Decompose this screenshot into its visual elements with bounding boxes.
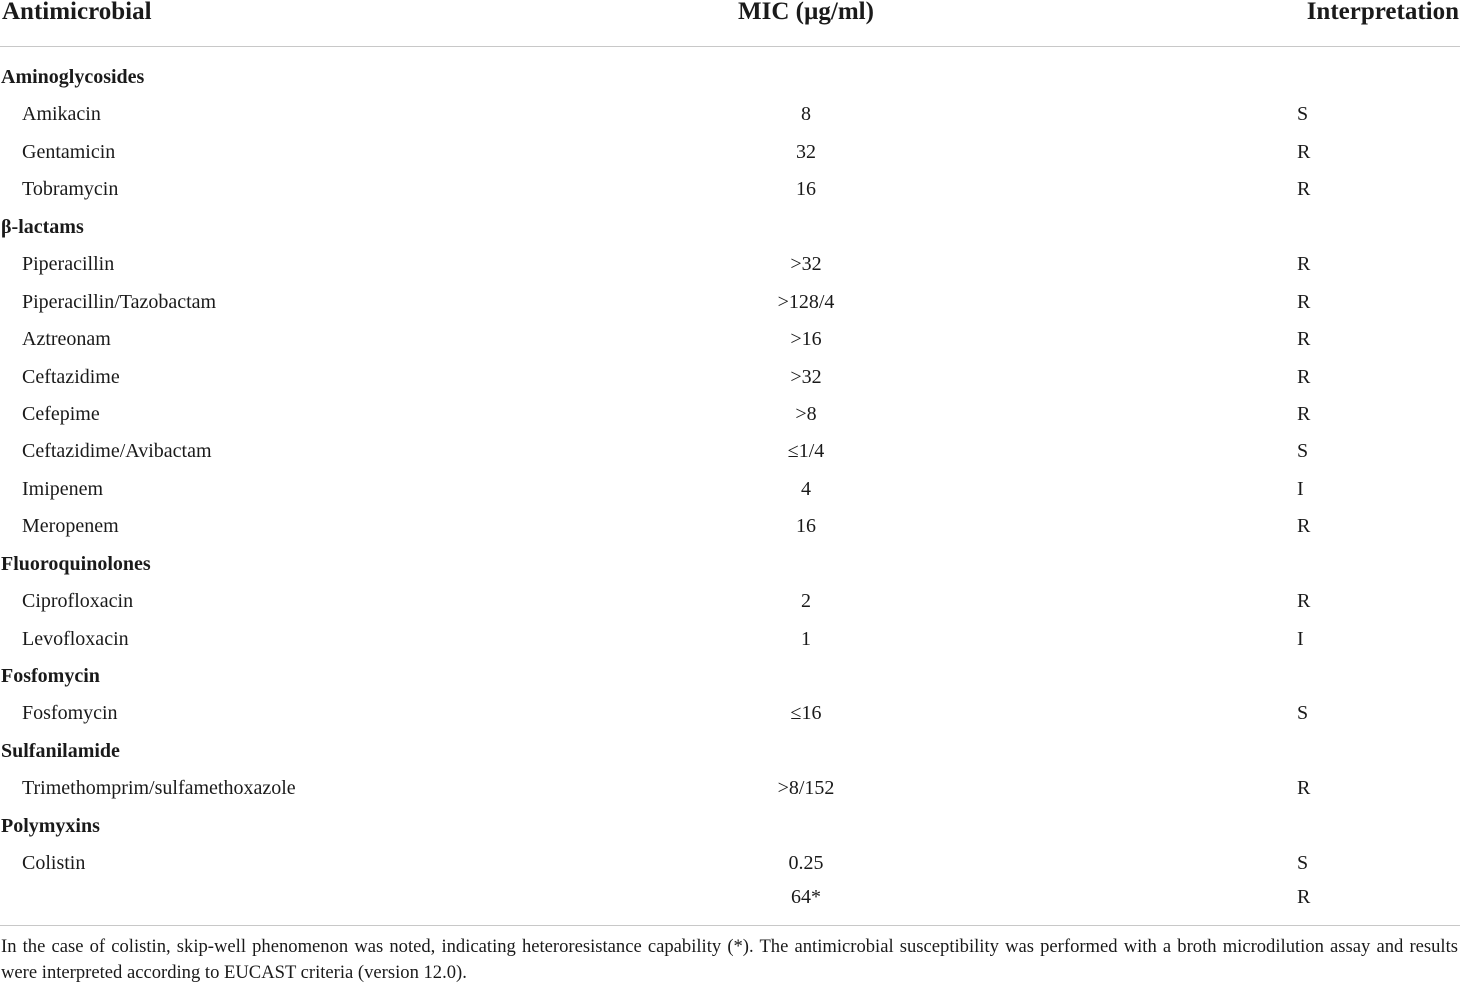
interpretation-value: S bbox=[1297, 852, 1309, 875]
drug-name: Cefepime bbox=[22, 402, 100, 425]
column-header-interpretation: Interpretation bbox=[1306, 0, 1459, 25]
table-row bbox=[0, 96, 1460, 133]
category-label: Fosfomycin bbox=[1, 665, 100, 687]
drug-name: Ciprofloxacin bbox=[22, 590, 134, 613]
interpretation-value: R bbox=[1297, 290, 1311, 313]
column-header-antimicrobial: Antimicrobial bbox=[2, 0, 152, 25]
category-row bbox=[0, 59, 1460, 96]
interpretation-value: R bbox=[1297, 885, 1311, 908]
interpretation-value: S bbox=[1297, 440, 1309, 463]
interpretation-value: R bbox=[1297, 402, 1311, 425]
table-row bbox=[0, 621, 1460, 658]
category-row bbox=[0, 209, 1460, 246]
category-row bbox=[0, 808, 1460, 845]
mic-value: 32 bbox=[796, 140, 816, 163]
drug-name: Meropenem bbox=[22, 515, 119, 538]
interpretation-value: R bbox=[1297, 253, 1311, 276]
interpretation-value: R bbox=[1297, 777, 1311, 800]
interpretation-value: I bbox=[1297, 477, 1304, 500]
mic-value: 16 bbox=[796, 515, 816, 538]
drug-name: Colistin bbox=[22, 852, 86, 875]
mic-value: >32 bbox=[790, 253, 822, 276]
interpretation-value: R bbox=[1297, 515, 1311, 538]
drug-name: Tobramycin bbox=[22, 178, 119, 201]
table-row bbox=[0, 583, 1460, 620]
mic-value: >32 bbox=[790, 365, 822, 388]
drug-name: Piperacillin/Tazobactam bbox=[22, 290, 217, 313]
mic-value: >8 bbox=[795, 402, 817, 425]
interpretation-value: R bbox=[1297, 590, 1311, 613]
interpretation-value: S bbox=[1297, 702, 1309, 725]
table-row bbox=[0, 471, 1460, 508]
interpretation-value: R bbox=[1297, 140, 1311, 163]
interpretation-value: R bbox=[1297, 178, 1311, 201]
category-label: Sulfanilamide bbox=[1, 739, 120, 762]
drug-name: Imipenem bbox=[22, 477, 104, 500]
table-row bbox=[0, 396, 1460, 433]
table-row bbox=[0, 359, 1460, 396]
table-header bbox=[0, 0, 1460, 47]
interpretation-value: R bbox=[1297, 365, 1311, 388]
table-row bbox=[0, 695, 1460, 732]
mic-value: >8/152 bbox=[777, 777, 835, 800]
drug-name: Aztreonam bbox=[22, 328, 111, 351]
drug-name: Ceftazidime/Avibactam bbox=[22, 440, 212, 463]
interpretation-value: I bbox=[1297, 627, 1304, 650]
mic-value: ≤1/4 bbox=[787, 440, 825, 463]
category-label: Aminoglycosides bbox=[1, 66, 145, 88]
drug-name: Ceftazidime bbox=[22, 365, 120, 388]
mic-value: >16 bbox=[790, 328, 822, 351]
interpretation-value: R bbox=[1297, 328, 1311, 351]
category-row bbox=[0, 546, 1460, 583]
category-label: Fluoroquinolones bbox=[1, 552, 151, 575]
table-body bbox=[0, 59, 1460, 912]
mic-value: 8 bbox=[801, 103, 811, 126]
category-label: Polymyxins bbox=[1, 814, 100, 837]
drug-name: Gentamicin bbox=[22, 140, 116, 163]
interpretation-value: S bbox=[1297, 103, 1309, 126]
mic-value: ≤16 bbox=[790, 702, 822, 725]
table-row bbox=[0, 508, 1460, 545]
drug-name: Fosfomycin bbox=[22, 702, 118, 725]
table-row bbox=[0, 321, 1460, 358]
table-row bbox=[0, 883, 1460, 912]
table-bottom-rule bbox=[0, 925, 1460, 926]
mic-value: 16 bbox=[796, 178, 816, 201]
mic-value: 2 bbox=[801, 590, 811, 613]
drug-name: Amikacin bbox=[22, 103, 101, 126]
drug-name: Levofloxacin bbox=[22, 627, 129, 650]
table-row bbox=[0, 171, 1460, 208]
column-header-mic: MIC (µg/ml) bbox=[738, 0, 874, 25]
mic-value: 1 bbox=[801, 627, 811, 650]
mic-value: 64* bbox=[791, 885, 821, 908]
table-row bbox=[0, 134, 1460, 171]
category-row bbox=[0, 658, 1460, 695]
category-row bbox=[0, 733, 1460, 770]
table-footnote: In the case of colistin, skip-well phenomenon was noted, indicating heteroresistance capability (*). The antimicrobial susceptibility was performed with a broth microdilution assay and results were interpreted according to EUCAST criteria (version 12.0). bbox=[1, 936, 1458, 983]
drug-name: Piperacillin bbox=[22, 253, 115, 276]
table-row bbox=[0, 770, 1460, 807]
drug-name: Trimethomprim/sulfamethoxazole bbox=[22, 777, 296, 800]
category-label: β-lactams bbox=[1, 215, 84, 238]
table-row bbox=[0, 284, 1460, 321]
mic-value: 4 bbox=[801, 477, 811, 500]
mic-value: >128/4 bbox=[777, 290, 835, 313]
table-row bbox=[0, 433, 1460, 470]
table-row bbox=[0, 845, 1460, 882]
mic-value: 0.25 bbox=[788, 852, 824, 875]
table-row bbox=[0, 246, 1460, 283]
